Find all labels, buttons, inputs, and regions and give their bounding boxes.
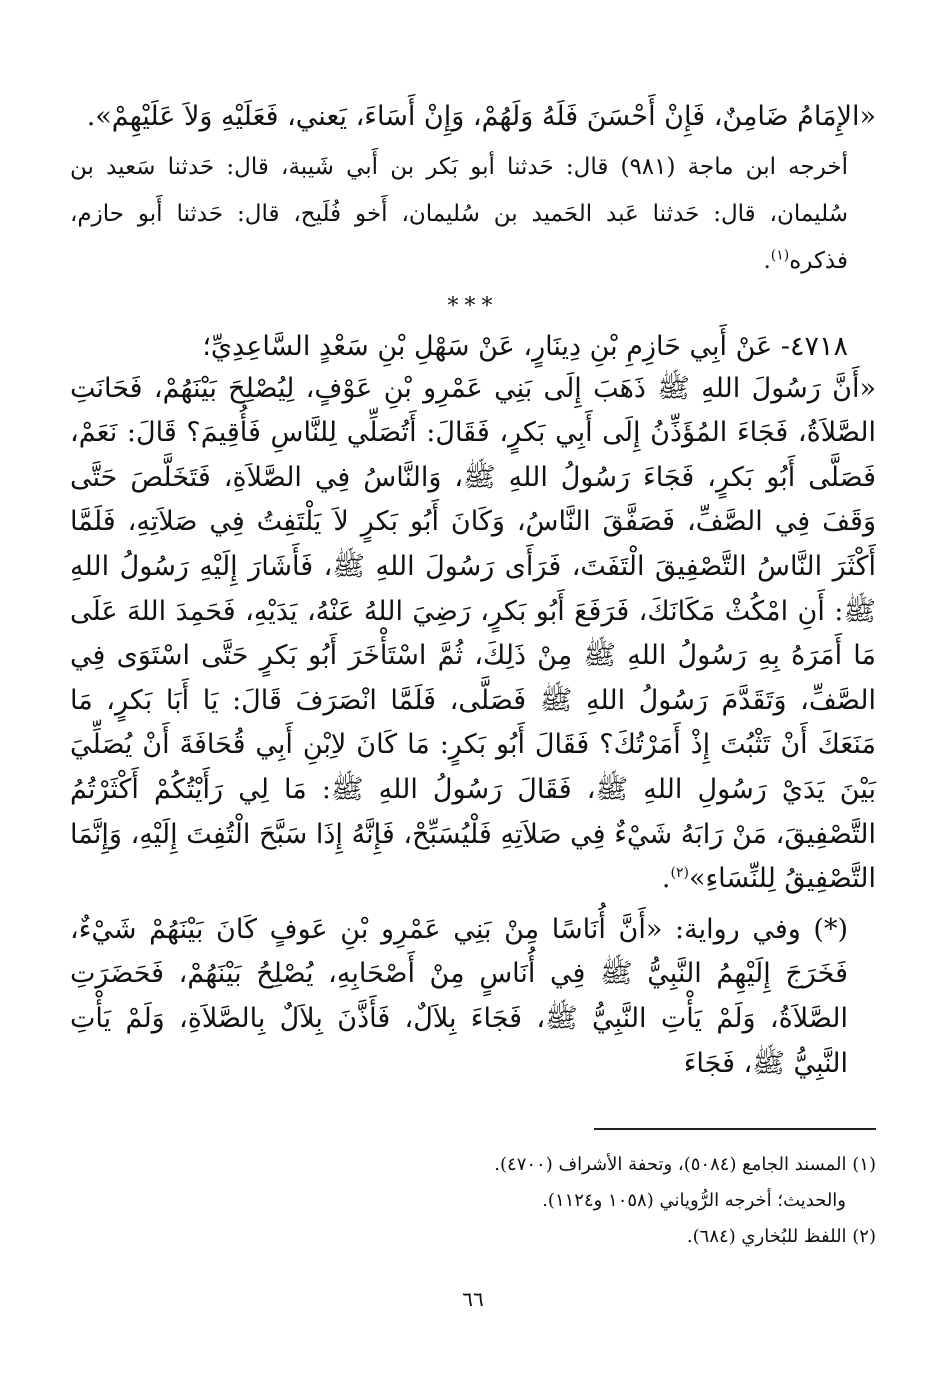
footnote-1: (١) المسند الجامع (٥٠٨٤)، وتحفة الأشراف (٤٧٠٠). (494, 1154, 876, 1175)
hadith-text (70, 367, 876, 902)
footnote-divider (594, 1128, 876, 1130)
section-separator: *** (447, 293, 499, 319)
hadith-body: «أَنَّ رَسُولَ اللهِ ﷺ ذَهَبَ إِلَى بَنِي عَمْرِو بْنِ عَوْفٍ، لِيُصْلِحَ بَيْنَهُمْ، فَحَانَتِ الصَّلاَةُ، فَجَاءَ المُؤَذِّنُ إِلَى أَبِي بَكرٍ، فَقَالَ: أَتُصَلِّي لِلنَّاسِ فَأُقِيمَ؟ قَالَ: نَعَمْ، فَصَلَّى أَبُو بَكرٍ، فَجَاءَ رَسُولُ اللهِ ﷺ، وَالنَّاسُ فِي الصَّلاَةِ، فَتَخَلَّصَ حَتَّى وَقَفَ فِي الصَّفِّ، فَصَفَّقَ النَّاسُ، وَكَانَ أَبُو بَكرٍ لاَ يَلْتَفِتُ فِي صَلاَتِهِ، فَلَمَّا أَكْثَرَ النَّاسُ التَّصْفِيقَ الْتَفَتَ، فَرَأَى رَسُولَ اللهِ ﷺ، فَأَشَارَ إِلَيْهِ رَسُولُ اللهِ ﷺ: أَنِ امْكُثْ مَكَانَكَ، فَرَفَعَ أَبُو بَكرٍ، رَضِيَ اللهُ عَنْهُ، يَدَيْهِ، فَحَمِدَ اللهَ عَلَى مَا أَمَرَهُ بِهِ رَسُولُ اللهِ ﷺ مِنْ ذَلِكَ، ثُمَّ اسْتَأْخَرَ أَبُو بَكرٍ حَتَّى اسْتَوَى فِي الصَّفِّ، وَتَقَدَّمَ رَسُولُ اللهِ ﷺ فَصَلَّى، فَلَمَّا انْصَرَفَ قَالَ: يَا أَبَا بَكرٍ، مَا مَنَعَكَ أَنْ تَثْبُتَ إِذْ أَمَرْتُكَ؟ فَقَالَ أَبُو بَكرٍ: مَا كَانَ لاِبْنِ أَبِي قُحَافَةَ أَنْ يُصَلِّيَ بَيْنَ يَدَيْ رَسُولِ اللهِ ﷺ، فَقَالَ رَسُولُ اللهِ ﷺ: مَا لِي رَأَيْتُكُمْ أَكْثَرْتُمُ التَّصْفِيقَ، مَنْ رَابَهُ شَيْءٌ فِي صَلاَتِهِ فَلْيُسَبِّحْ، فَإِنَّهُ إِذَا سَبَّحَ الْتُفِتَ إِلَيْهِ، وَإِنَّمَا التَّصْفِيقُ لِلنِّسَاءِ» (70, 372, 876, 895)
riwaya-paragraph: (*) وفي رواية: «أَنَّ أُنَاسًا مِنْ بَنِي عَمْرِو بْنِ عَوفٍ كَانَ بَيْنَهُمْ شَيْءٌ، فَخَرَجَ إِلَيْهِمُ النَّبِيُّ ﷺ فِي أُنَاسٍ مِنْ أَصْحَابِهِ، يُصْلِحُ بَيْنَهُمْ، فَحَضَرَتِ الصَّلاَةُ، وَلَمْ يَأْتِ النَّبِيُّ ﷺ، فَجَاءَ بِلاَلٌ، فَأَذَّنَ بِلاَلٌ بِالصَّلاَةِ، وَلَمْ يَأْتِ النَّبِيُّ ﷺ، فَجَاءَ (70, 913, 848, 1079)
takhrij-text: أخرجه ابن ماجة (٩٨١) قال: حَدثنا أبو بَكر بن أَبي شَيبة، قال: حَدثنا سَعيد بن سُليمان، قال: حَدثنا عَبد الحَميد بن سُليمان، أَخو فُلَيح، قال: حَدثنا أَبو حازم، فذكره (70, 153, 848, 274)
footnote-ref-2: (٢) (670, 865, 689, 882)
footnotes (70, 1147, 876, 1255)
footnote-ref-1: (١) (770, 246, 790, 263)
page-number: ٦٦ (462, 1287, 484, 1311)
takhrij-end: . (763, 247, 771, 274)
document-page (70, 95, 876, 1345)
hadith-text-continuation (70, 95, 876, 140)
hadith-text-continuation-span: «الإِمَامُ ضَامِنٌ، فَإِنْ أَحْسَنَ فَلَهُ وَلَهُمْ، وَإِنْ أَسَاءَ، يَعني، فَعَلَيْهِ وَلاَ عَلَيْهِمْ». (86, 101, 876, 132)
footnote-1-continued: والحديث؛ أخرجه الرُّوياني (١٠٥٨ و١١٢٤). (542, 1190, 846, 1211)
takhrij-paragraph (70, 144, 876, 285)
hadith-heading: ٤٧١٨- عَنْ أَبِي حَازِمِ بْنِ دِينَارٍ، عَنْ سَهْلِ بْنِ سَعْدٍ السَّاعِدِيِّ؛ (202, 330, 848, 362)
footnote-2: (٢) اللفظ للبُخاري (٦٨٤). (686, 1226, 876, 1247)
hadith-body-end: . (661, 863, 671, 895)
